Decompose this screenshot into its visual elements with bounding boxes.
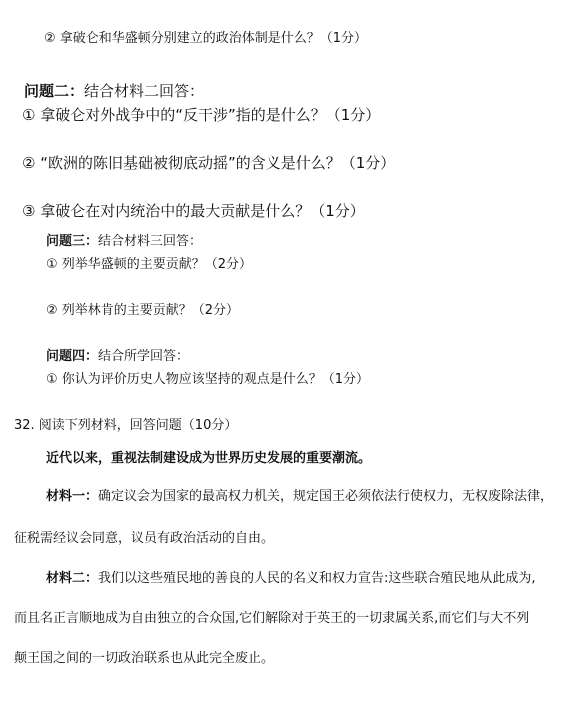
- part-two-q1: ① 拿破仑对外战争中的“反干涉”指的是什么？（1分）: [22, 106, 381, 124]
- material-one-label: 材料一：: [46, 489, 99, 504]
- material-two-text-1: 我们以这些殖民地的善良的人民的名义和权力宣告:这些联合殖民地从此成为,: [98, 571, 536, 586]
- material-two-line2: 而且名正言顺地成为自由独立的合众国,它们解除对于英王的一切隶属关系,而它们与大不列: [14, 611, 530, 626]
- question-32-title: 32. 阅读下列材料，回答问题（10分）: [14, 418, 238, 433]
- part-one-q2: ② 拿破仑和华盛顿分别建立的政治体制是什么？（1分）: [44, 31, 368, 46]
- part-three-q1: ① 列举华盛顿的主要贡献？（2分）: [46, 257, 253, 272]
- material-one-line1: [46, 489, 553, 505]
- part-two-heading: [24, 82, 204, 100]
- part-two-q2: ② “欧洲的陈旧基础被彻底动摇”的含义是什么？（1分）: [22, 154, 396, 172]
- material-one-line2: 征税需经议会同意，议员有政治活动的自由。: [14, 531, 275, 546]
- material-two-label: 材料二：: [46, 571, 99, 586]
- part-four-q1: ① 你认为评价历史人物应该坚持的观点是什么？（1分）: [46, 372, 370, 387]
- part-four-heading-text: 结合所学回答：: [98, 349, 190, 364]
- material-one-text-1: 确定议会为国家的最高权力机关，规定国王必须依法行使权力，无权废除法律，: [98, 489, 554, 504]
- material-two-line1: [46, 571, 536, 587]
- part-three-heading-text: 结合材料三回答：: [98, 234, 203, 249]
- part-two-heading-text: 结合材料二回答：: [84, 82, 205, 100]
- question-32-intro: 近代以来，重视法制建设成为世界历史发展的重要潮流。: [46, 451, 372, 466]
- material-two-line3: 颠王国之间的一切政治联系也从此完全废止。: [14, 651, 275, 666]
- part-four-heading-label: 问题四：: [46, 349, 99, 364]
- part-three-heading: [46, 234, 202, 250]
- part-two-heading-label: 问题二：: [24, 82, 85, 100]
- part-two-q3: ③ 拿破仑在对内统治中的最大贡献是什么？（1分）: [22, 202, 365, 220]
- part-three-heading-label: 问题三：: [46, 234, 99, 249]
- part-four-heading: [46, 349, 189, 365]
- part-three-q2: ② 列举林肯的主要贡献？（2分）: [46, 303, 240, 318]
